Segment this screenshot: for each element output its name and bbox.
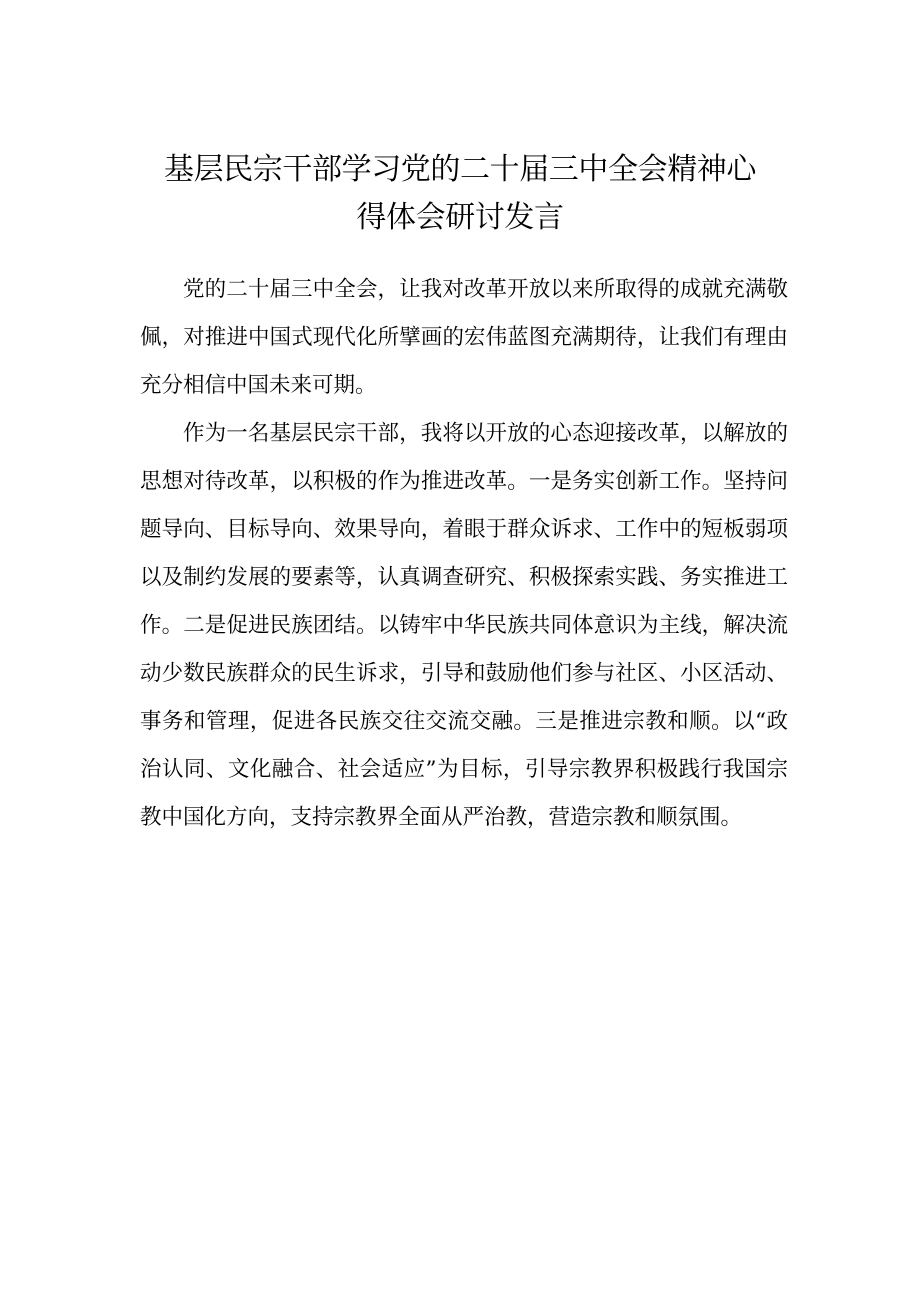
paragraph-2: 作为一名基层民宗干部，我将以开放的心态迎接改革，以解放的思想对待改革，以积极的作为推进改革。一是务实创新工作。坚持问题导向、目标导向、效果导向，着眼于群众诉求、工作中的短板弱项以及制约发展的要素等，认真调查研究、积极探索实践、务实推进工作。二是促进民族团结。以铸牢中华民族共同体意识为主线，解决流动少数民族群众的民生诉求，引导和鼓励他们参与社区、小区活动、事务和管理，促进各民族交往交流交融。三是推进宗教和顺。以“政治认同、文化融合、社会适应”为目标，引导宗教界积极践行我国宗教中国化方向，支持宗教界全面从严治教，营造宗教和顺氛围。: [140, 421, 788, 830]
paragraph-1: 党的二十届三中全会，让我对改革开放以来所取得的成就充满敬佩，对推进中国式现代化所擘画的宏伟蓝图充满期待，让我们有理由充分相信中国未来可期。: [140, 277, 788, 398]
document-title: [130, 146, 790, 242]
title-line-1: 基层民宗干部学习党的二十届三中全会精神心: [164, 152, 756, 187]
title-line-2: 得体会研讨发言: [356, 200, 564, 235]
document-body: [140, 266, 788, 842]
